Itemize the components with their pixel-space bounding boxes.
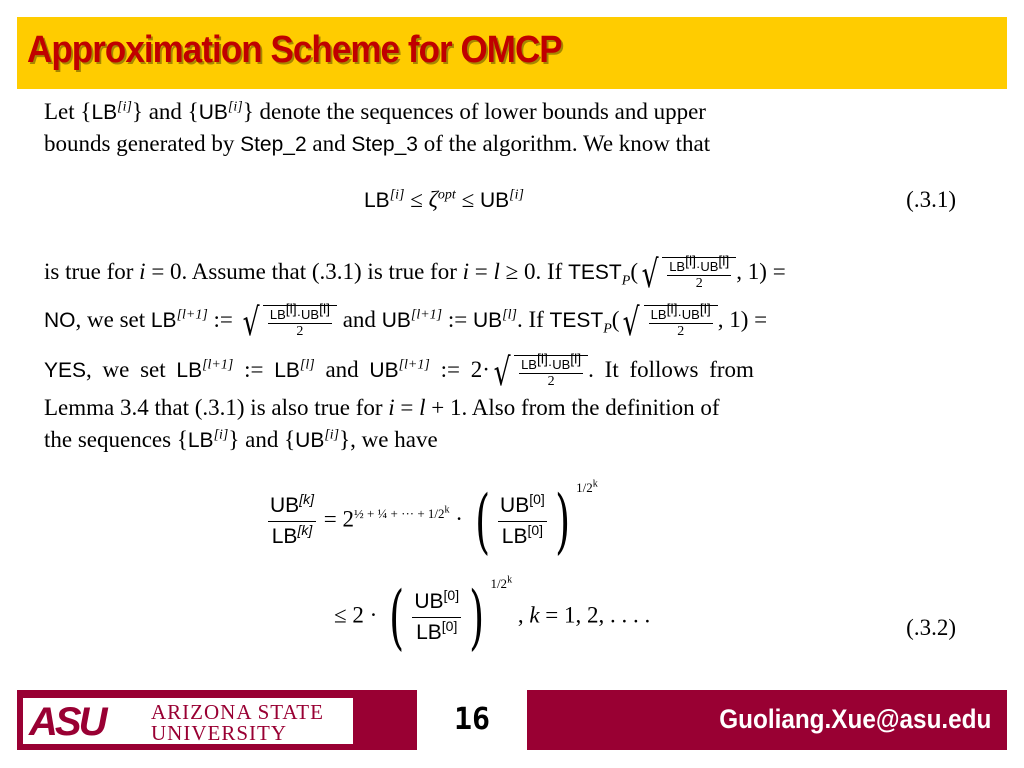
sqrt-term: √ $\frac{LB^{[l]}\cdot UB^{[l]}}{2}$ <box>638 257 736 291</box>
title-bar <box>17 17 1007 89</box>
equation-3-2-line-1: $\frac{UB^{[k]}}{LB^{[k]}}$ = $2^{\frac{1}{2} + \frac{1}{4} + \cdot\cdot\cdot + 1/2^k}$ · ( $\frac{UB^{[0]}}{LB^{[0]}}$ ) $^{1/2^k}$ <box>270 478 598 562</box>
equation-3-2-line-2: ≤ 2 · ( $\frac{UB^{[0]}}{LB^{[0]}}$ ) $^{1/2^k}$ , k = 1, 2, . . . . <box>334 574 651 658</box>
paragraph-line-yes: YES, we set LB[l+1] := LB[l] and UB[l+1] := 2· √ $\frac{LB^{[l]}\cdot UB^{[l]}}{2}$ . It follows from <box>44 349 754 394</box>
asu-logo-text <box>151 702 324 744</box>
lhs-fraction: $\frac{UB^{[k]}}{LB^{[k]}}$ <box>270 490 314 548</box>
ratio-fraction: $\frac{UB^{[0]}}{LB^{[0]}}$ <box>414 586 460 644</box>
paragraph-line-test-1: is true for i = 0. Assume that (.3.1) is true for i = l ≥ 0. If $TEST_P$( √ $\frac{LB^{[l]}\cdot UB^{[l]}}{2}$ , 1) = <box>44 251 786 296</box>
equation-3-1-label: (.3.1) <box>906 187 956 212</box>
sqrt-term: √ $\frac{LB^{[l]}\cdot UB^{[l]}}{2}$ <box>490 355 588 389</box>
asu-logo-mark: ASU <box>29 700 105 744</box>
sqrt-term: √ $\frac{LB^{[l]}\cdot UB^{[l]}}{2}$ <box>619 305 717 339</box>
paragraph-intro-line-2: bounds generated by Step_2 and Step_3 of the algorithm. We know that <box>44 131 711 156</box>
page-number-box <box>417 690 527 750</box>
paragraph-line-lemma: Lemma 3.4 that (.3.1) is also true for i = l + 1. Also from the definition of <box>44 395 720 420</box>
equation-3-2-label: (.3.2) <box>906 615 956 640</box>
page-number: 16 <box>453 702 491 737</box>
ratio-fraction: $\frac{UB^{[0]}}{LB^{[0]}}$ <box>500 490 545 548</box>
equation-3-1: $LB[i] \le \zeta^{opt} \le UB[i]$ <box>364 187 524 212</box>
asu-logo-line-2: UNIVERSITY <box>151 721 287 745</box>
sqrt-term: √ $\frac{LB^{[l]}\cdot UB^{[l]}}{2}$ <box>239 305 337 339</box>
slide-title: Approximation Scheme for OMCP <box>27 29 562 71</box>
paragraph-line-sequences: the sequences {LB[i]} and {UB[i]}, we have <box>44 427 438 452</box>
paragraph-intro-line-1: Let {LB[i]} and {UB[i]} denote the sequences of lower bounds and upper <box>44 99 706 124</box>
asu-logo <box>23 698 353 744</box>
footer-bar <box>17 690 1007 750</box>
asu-logo-line-1: ARIZONA STATE <box>151 700 324 724</box>
paragraph-line-no: NO, we set LB[l+1] := √ $\frac{LB^{[l]}\cdot UB^{[l]}}{2}$ and UB[l+1] := UB[l]. If $TEST_P$( √ $\frac{LB^{[l]}\cdot UB^{[l]}}{2}$ , 1) = <box>44 299 768 344</box>
author-email[interactable]: Guoliang.Xue@asu.edu <box>718 704 991 734</box>
